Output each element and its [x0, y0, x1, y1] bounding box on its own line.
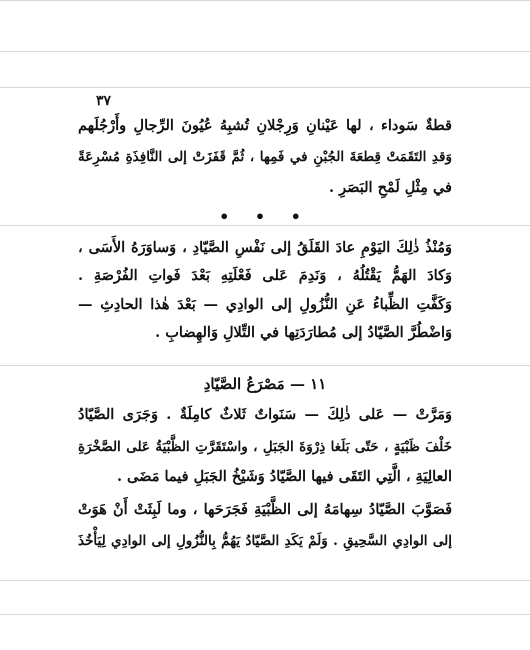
text-line: إلى الوادِي السَّحِيقِ . وَلَمْ يَكَدِ الصَّيّادُ يَهُمُّ بِالنُّزُولِ إلى الوادِي لِيَأْخُذَ	[78, 533, 452, 549]
text-line: خَلْفَ ظَبْيَةٍ ، حَتّى بَلَغا ذِرْوَةَ الجَبَلِ ، واسْتَقَرَّتِ الظَّبْيَةُ عَلى الصَّخْرَةِ	[78, 439, 452, 455]
text-line: العالِيَةِ ، الَّتِي التَقَى فيها الصَّيّادُ وَشَيْخُ الجَبَلِ فيما مَضَى .	[116, 468, 452, 485]
page-number: ٣٧	[96, 93, 112, 109]
text-line: قطةٌ سَوداء ، لها عَيْنانِ وَرِجْلانِ تُشبِهُ عُيُونَ الرِّجالِ وأَرْجُلَهم	[78, 117, 452, 134]
text-line: وَكَفَّتِ الظِّباءُ عَنِ النُّزُولِ إلى الوادِي — بَعْدَ هٰذا الحادِثِ —	[78, 296, 452, 313]
text-line: وَقدِ التَقَمَتْ قِطعَةَ الجُبْنِ في فَمِها ، ثُمَّ قَفَزَتْ إلى النَّافِذَةِ مُسْرِعَةً	[78, 149, 452, 165]
text-line: فَصَوَّبَ الصَّيّادُ سِهامَهُ إلى الظَّبْيَةِ فَجَرَحَها ، وما لَبِثَتْ أَنْ هَوَتْ	[78, 501, 452, 518]
chapter-heading: ١١ — مَصْرَعُ الصَّيّادِ	[203, 375, 327, 393]
text-line: في مِثْلِ لَمْحِ البَصَرِ .	[329, 179, 452, 196]
text-line: وَمُنْذُ ذٰلِكَ اليَوْمِ عادَ القَلَقُ إلى نَفْسِ الصَّيّادِ ، وَساوَرَهُ الأَسَى ،	[78, 239, 452, 256]
text-line: وَاضْطُرَّ الصَّيّادُ إلى مُطارَدَتِها في التِّلالِ وَالهِضابِ .	[155, 324, 452, 341]
section-separator: • • •	[219, 207, 311, 226]
text-line: وَكادَ الهَمُّ يَقْتُلُهُ ، وَنَدِمَ عَلى فَعْلَتِهِ بَعْدَ فَواتِ الفُرْصَةِ .	[78, 267, 452, 284]
text-line: وَمَرَّتْ — عَلى ذٰلِكَ — سَنَواتٌ ثَلاثٌ كامِلَةٌ . وَجَرَى الصَّيّادُ	[78, 406, 452, 423]
